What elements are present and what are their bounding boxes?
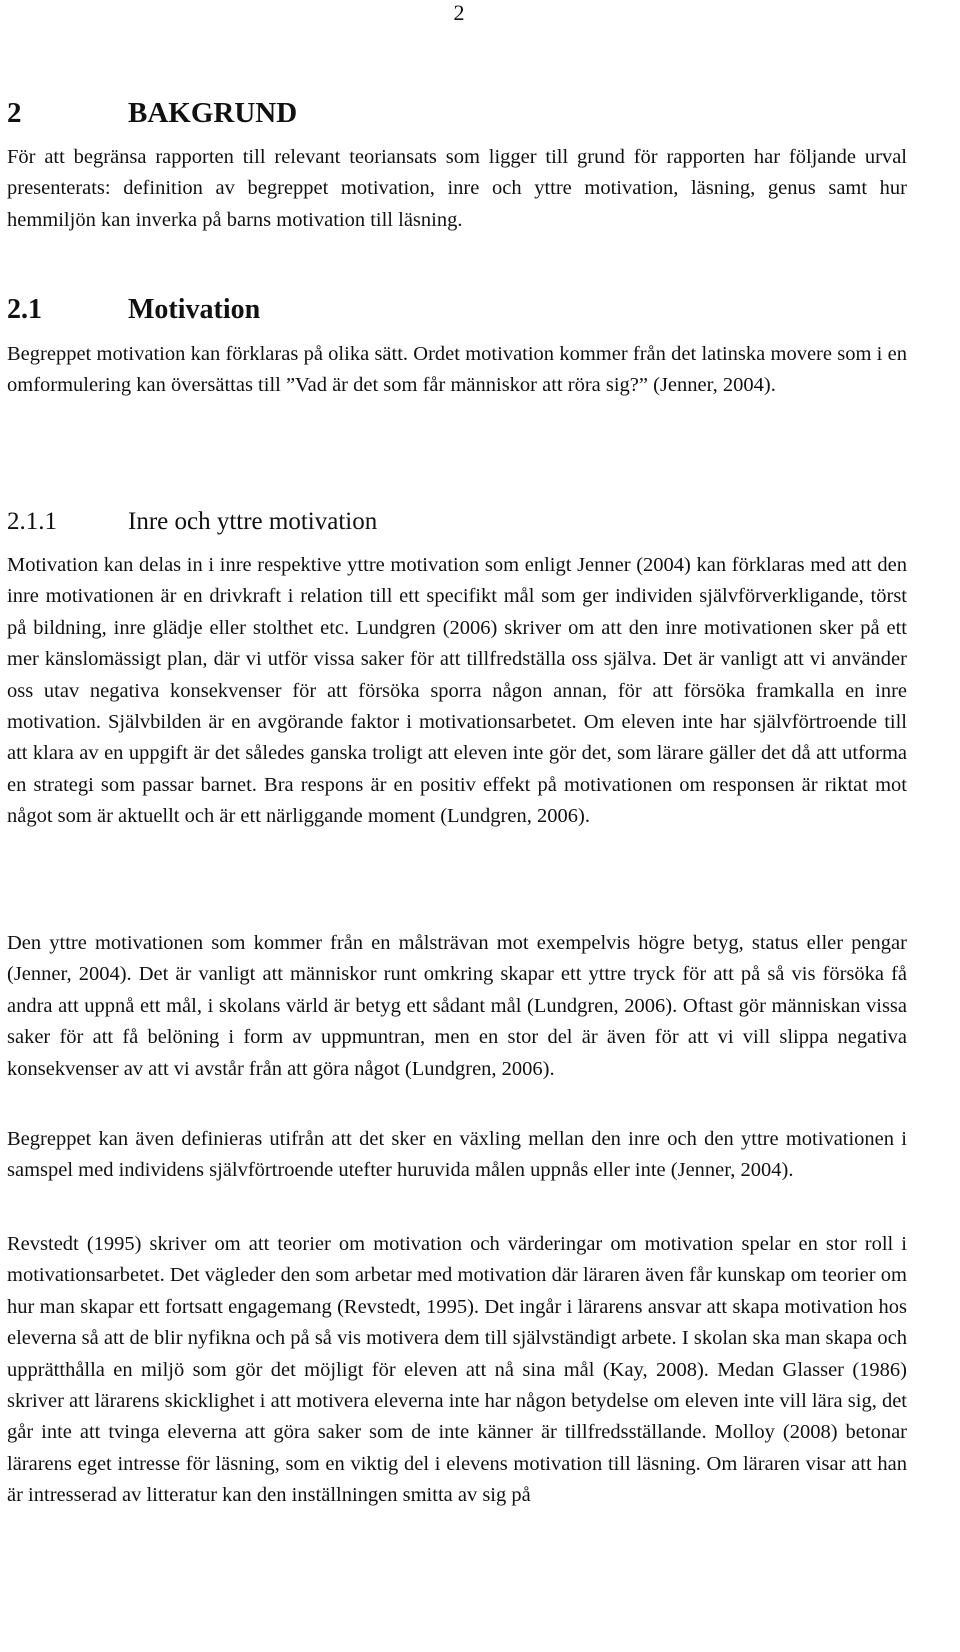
subsubsection-number: 2.1.1: [7, 508, 57, 535]
subsection-number: 2.1: [7, 294, 42, 325]
body-paragraph-1: Motivation kan delas in i inre respektive yttre motivation som enligt Jenner (2004) kan förklaras med att den inre motivationen är en drivkraft i relation till ett specifikt mål som ger individen självförverkligande, törst på bildning, inre glädje eller stolthet etc. Lundgren (2006) skriver om att den inre motivationen sker på ett mer känslomässigt plan, där vi utför vissa saker för att tillfredställa oss själva. Det är vanligt att vi använder oss utav negativa konsekvenser för att försöka sporra någon annan, för att försöka framkalla en inre motivation. Självbilden är en avgörande faktor i motivationsarbetet. Om eleven inte har självförtroende till att klara av en uppgift är det således ganska troligt att eleven inte gör det, som lärare gäller det då att utforma en strategi som passar barnet. Bra respons är en positiv effekt på motivationen om responsen är riktat mot något som är aktuellt och är ett närliggande moment (Lundgren, 2006).: [7, 554, 907, 828]
subsubsection-title: Inre och yttre motivation: [128, 508, 378, 535]
body-paragraph-4: Revstedt (1995) skriver om att teorier om motivation och värderingar om motivation spelar en stor roll i motivationsarbetet. Det vägleder den som arbetar med motivation där läraren även får kunskap om teorier om hur man skapar ett fortsatt engagemang (Revstedt, 1995). Det ingår i lärarens ansvar att skapa motivation hos eleverna så att de blir nyfikna och på så vis motivera dem till självständigt arbete. I skolan ska man skapa och upprätthålla en miljö som gör det möjligt för eleven att nå sina mål (Kay, 2008). Medan Glasser (1986) skriver att lärarens skicklighet i att motivera eleverna inte har någon betydelse om eleven inte vill lära sig, det går inte att tvinga eleverna att göra saker som de inte känner är tillfredsställande. Molloy (2008) betonar lärarens eget intresse för läsning, som en viktig del i elevens motivation till läsning. Om läraren visar att han är intresserad av litteratur kan den inställningen smitta av sig på: [7, 1233, 907, 1507]
section-intro-paragraph: För att begränsa rapporten till relevant teoriansats som ligger till grund för rapporten har följande urval presenterats: definition av begreppet motivation, inre och yttre motivation, läsning, genus samt hur hemmiljön kan inverka på barns motivation till läsning.: [7, 146, 907, 231]
page-number: 2: [453, 0, 465, 25]
subsection-heading: [7, 293, 260, 327]
section-number: 2: [7, 97, 22, 129]
subsection-paragraph: Begreppet motivation kan förklaras på olika sätt. Ordet motivation kommer från det latinska movere som i en omformulering kan översättas till ”Vad är det som får människor att röra sig?” (Jenner, 2004).: [7, 343, 907, 397]
subsection-title: Motivation: [128, 294, 261, 325]
section-title: BAKGRUND: [128, 97, 298, 129]
body-paragraph-3: Begreppet kan även definieras utifrån att det sker en växling mellan den inre och den yttre motivationen i samspel med individens självförtroende utefter huruvida målen uppnås eller inte (Jenner, 2004).: [7, 1128, 907, 1182]
body-paragraph-2: Den yttre motivationen som kommer från en målsträvan mot exempelvis högre betyg, status eller pengar (Jenner, 2004). Det är vanligt att människor runt omkring skapar ett yttre tryck för att på så vis försöka få andra att uppnå ett mål, i skolans värld är betyg ett sådant mål (Lundgren, 2006). Oftast gör människan vissa saker för att få belöning i form av uppmuntran, men en stor del är även för att vi vill slippa negativa konsekvenser av att vi avstår från att göra något (Lundgren, 2006).: [7, 932, 907, 1080]
subsubsection-heading: [7, 506, 377, 538]
section-heading: [7, 96, 297, 130]
